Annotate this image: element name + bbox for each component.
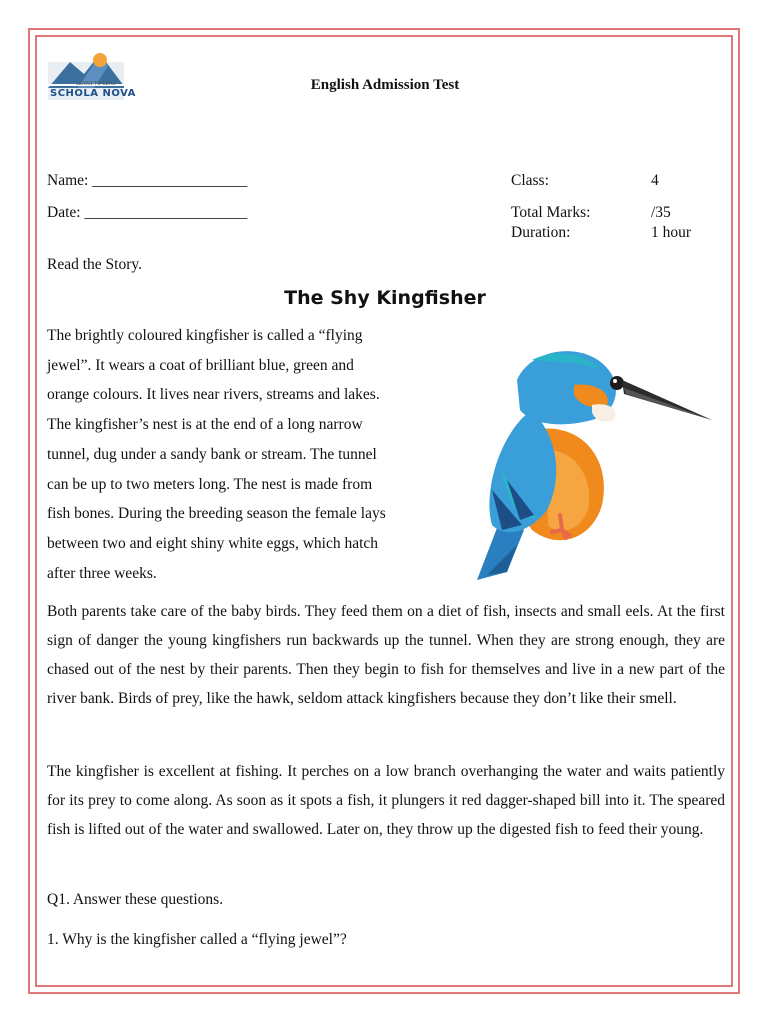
paragraph-line: The brightly coloured kingfisher is called a “flying (47, 327, 363, 344)
paragraph-line: orange colours. It lives near rivers, streams and lakes. (47, 386, 380, 404)
questions-heading: Q1. Answer these questions. (47, 891, 224, 908)
story-paragraph-3: The kingfisher is excellent at fishing. It perches on a low branch overhanging the water and waits patiently for its prey to come along. As soon as it spots a fish, it plungers it red dagger-shaped bill into it. The speared fish is lifted out of the water and swallowed. Later on, they throw up the digested fish to feed their young. (47, 763, 725, 838)
kingfisher-illustration (462, 340, 722, 580)
class-value: 4 (651, 172, 659, 189)
instructions: Read the Story. (47, 256, 142, 273)
paragraph-line: after three weeks. (47, 564, 157, 582)
total-marks-value: /35 (651, 204, 671, 221)
total-marks-label: Total Marks: (511, 204, 591, 221)
story-paragraph-2: Both parents take care of the baby birds. They feed them on a diet of fish, insects and small eels. At the first sign of danger the young kingfishers run backwards up the tunnel. When they are strong enough, they are chased out of the nest by their parents. Then they begin to fish for themselves and live in a new part of the river bank. Birds of prey, like the hawk, seldom attack kingfishers because they don’t like their smell. (47, 603, 725, 707)
paragraph-line: tunnel, dug under a sandy bank or stream. The tunnel (47, 445, 377, 463)
logo-text: SCHOLA NOVA (50, 88, 136, 99)
paragraph-line: fish bones. During the breeding season the female lays (47, 505, 386, 523)
date-field: Date: _____________________ (47, 204, 248, 221)
class-label: Class: (511, 172, 549, 189)
question-1: 1. Why is the kingfisher called a “flying jewel”? (47, 931, 347, 948)
name-field: Name: ____________________ (47, 172, 248, 189)
paragraph-line: can be up to two meters long. The nest is made from (47, 475, 373, 493)
logo-tagline: LEARN TO LEAD (76, 81, 116, 87)
page-title: English Admission Test (310, 77, 460, 93)
paragraph-line: The kingfisher’s nest is at the end of a long narrow (47, 416, 363, 434)
story-title: The Shy Kingfisher (284, 287, 486, 309)
duration-label: Duration: (511, 224, 571, 241)
duration-value: 1 hour (651, 224, 692, 241)
paragraph-line: jewel”. It wears a coat of brilliant blue, green and (47, 356, 354, 374)
paragraph-line: between two and eight shiny white eggs, which hatch (47, 534, 379, 552)
story-paragraph-1 (47, 321, 447, 588)
